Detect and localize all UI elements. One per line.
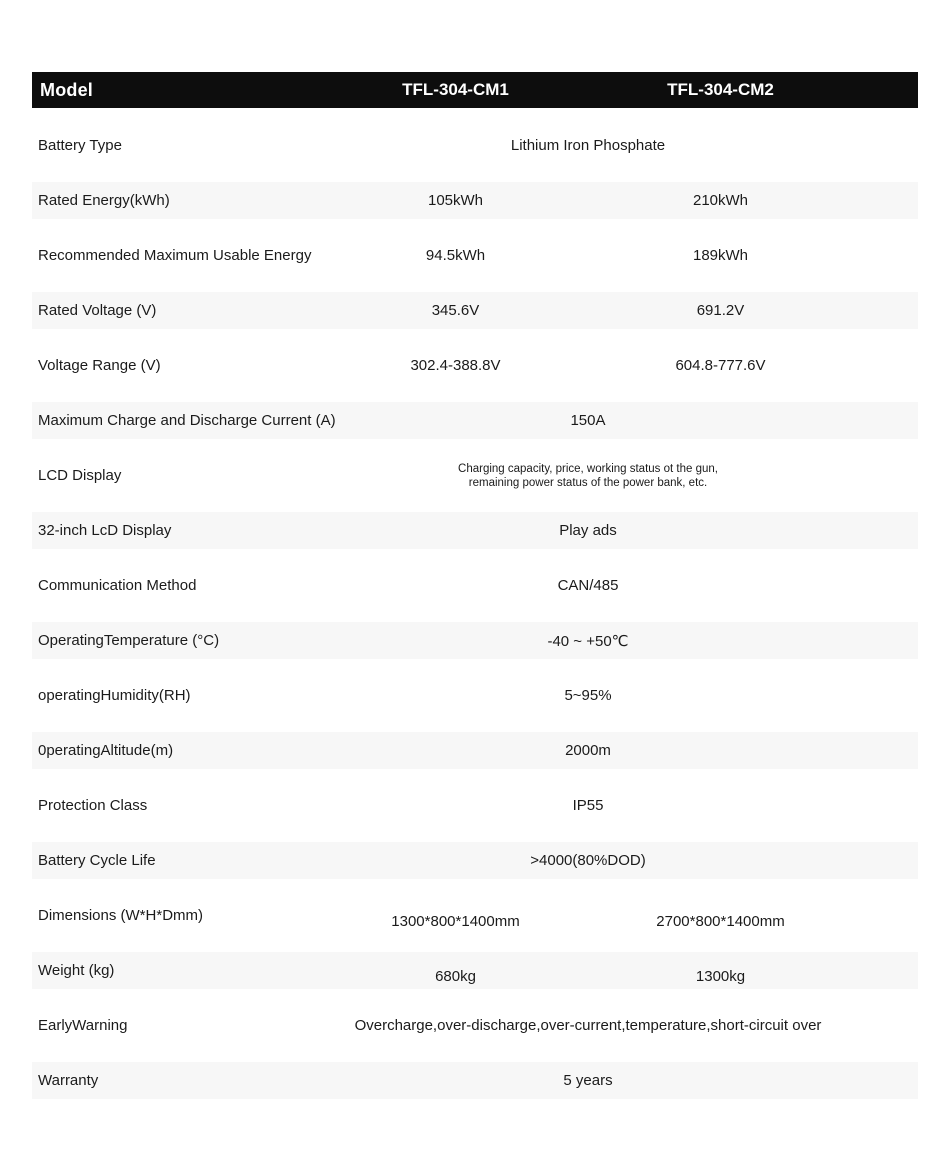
row-label: Voltage Range (V): [38, 357, 161, 374]
row-32inch-lcd-display: [32, 512, 918, 549]
row-value-cm1: 105kWh: [427, 192, 484, 209]
row-operating-temperature: [32, 622, 918, 659]
row-value: -40 ~ +50℃: [547, 632, 629, 650]
row-value: IP55: [572, 797, 604, 814]
row-label: Warranty: [38, 1072, 99, 1089]
row-label: Weight (kg): [38, 962, 115, 979]
row-label: Battery Type: [38, 137, 122, 154]
row-label: Dimensions (W*H*Dmm): [38, 907, 204, 924]
row-value-cm2: 691.2V: [696, 302, 745, 319]
row-label: Battery Cycle Life: [38, 852, 156, 869]
row-value-cm1: 302.4-388.8V: [410, 357, 501, 374]
row-value-cm1: 1300*800*1400mm: [391, 913, 520, 930]
row-label: 32-inch LcD Display: [38, 522, 172, 539]
row-label: Protection Class: [38, 797, 148, 814]
row-label: EarlyWarning: [38, 1017, 128, 1034]
row-value: 150A: [570, 412, 606, 429]
row-label: LCD Display: [38, 467, 122, 484]
row-communication-method: [32, 567, 918, 604]
row-early-warning: [32, 1007, 918, 1044]
row-label: Communication Method: [38, 577, 197, 594]
row-value: [323, 462, 853, 490]
row-protection-class: [32, 787, 918, 824]
header-col1-model: TFL-304-CM1: [402, 80, 509, 99]
row-battery-type: [32, 127, 918, 164]
row-value-cm2: 604.8-777.6V: [675, 357, 766, 374]
row-value-cm2: 2700*800*1400mm: [656, 913, 785, 930]
row-value-cm2: 210kWh: [692, 192, 749, 209]
row-value: Lithium Iron Phosphate: [510, 137, 666, 154]
row-label: Rated Voltage (V): [38, 302, 157, 319]
row-rated-energy: [32, 182, 918, 219]
row-warranty: [32, 1062, 918, 1099]
row-dimensions: [32, 897, 918, 934]
header-model-label: Model: [40, 79, 93, 100]
row-value: 2000m: [565, 742, 611, 759]
row-value-cm2: 189kWh: [692, 247, 749, 264]
row-weight: [32, 952, 918, 989]
row-operating-altitude: [32, 732, 918, 769]
row-label: OperatingTemperature (°C): [38, 632, 220, 649]
row-value-cm2: 1300kg: [695, 968, 746, 985]
row-label: 0peratingAltitude(m): [38, 742, 174, 759]
row-operating-humidity: [32, 677, 918, 714]
row-value: 5~95%: [564, 687, 612, 704]
specification-table: [32, 72, 918, 1108]
row-value: Overcharge,over-discharge,over-current,temperature,short-circuit over: [354, 1017, 822, 1034]
lcd-display-line2: remaining power status of the power bank, etc.: [468, 476, 708, 489]
row-value: Play ads: [559, 522, 617, 539]
row-value-cm1: 345.6V: [431, 302, 480, 319]
row-label: operatingHumidity(RH): [38, 687, 191, 704]
row-value: 5 years: [563, 1072, 613, 1089]
row-value: >4000(80%DOD): [530, 852, 646, 869]
table-header: [32, 72, 918, 108]
row-voltage-range: [32, 347, 918, 384]
lcd-display-line1: Charging capacity, price, working status ot the gun,: [458, 462, 718, 475]
header-col2-model: TFL-304-CM2: [667, 80, 774, 99]
row-rated-voltage: [32, 292, 918, 329]
row-value: CAN/485: [557, 577, 619, 594]
row-lcd-display: [32, 457, 918, 494]
table-body: [32, 108, 918, 1108]
row-label: Maximum Charge and Discharge Current (A): [38, 412, 336, 429]
row-value-cm1: 680kg: [435, 968, 476, 985]
row-battery-cycle-life: [32, 842, 918, 879]
row-label: Rated Energy(kWh): [38, 192, 170, 209]
row-recommended-usable-energy: [32, 237, 918, 274]
row-max-charge-discharge-current: [32, 402, 918, 439]
row-label: Recommended Maximum Usable Energy: [38, 247, 312, 264]
row-value-cm1: 94.5kWh: [425, 247, 486, 264]
